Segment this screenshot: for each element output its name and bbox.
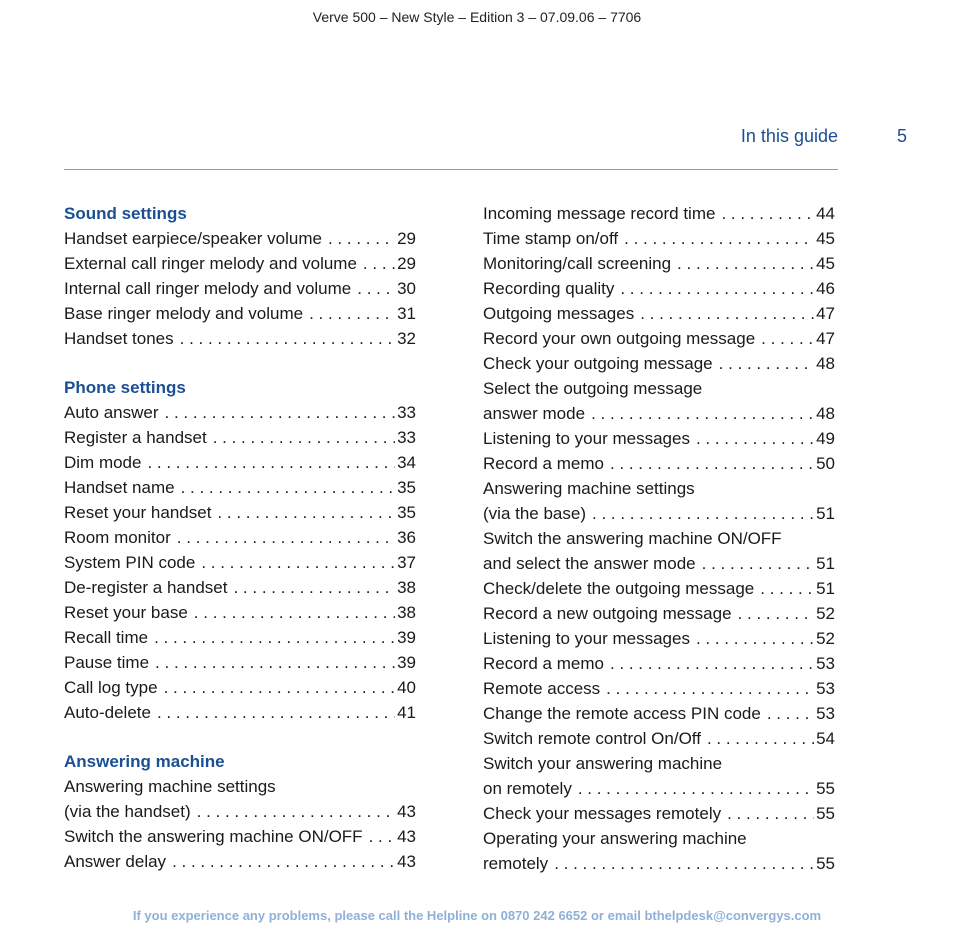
toc-entry-title: Listening to your messages bbox=[483, 629, 690, 648]
toc-entry-title: Incoming message record time bbox=[483, 204, 716, 223]
page-number: 5 bbox=[897, 126, 908, 146]
toc-entry-page: 40 bbox=[397, 678, 416, 697]
toc-entry-page: 51 bbox=[816, 579, 835, 598]
toc-entry-page: 43 bbox=[397, 802, 416, 821]
toc-entry-title: Switch the answering machine ON/OFF bbox=[483, 529, 782, 548]
toc-entry-page: 38 bbox=[397, 603, 416, 622]
dot-leader bbox=[702, 551, 814, 576]
toc-entry-title: (via the handset) bbox=[64, 802, 191, 821]
dot-leader bbox=[328, 226, 395, 251]
toc-entry bbox=[483, 776, 835, 801]
toc-entry-page: 29 bbox=[397, 229, 416, 248]
dot-leader bbox=[738, 601, 815, 626]
dot-leader bbox=[620, 276, 814, 301]
toc-entry-title: Recording quality bbox=[483, 279, 615, 298]
toc-entry-page: 48 bbox=[816, 404, 835, 423]
toc-entry bbox=[483, 801, 835, 826]
toc-entry-title: Check your messages remotely bbox=[483, 804, 722, 823]
dot-leader bbox=[721, 201, 814, 226]
toc-entry-page: 53 bbox=[816, 704, 835, 723]
dot-leader bbox=[172, 849, 395, 874]
dot-leader bbox=[157, 700, 395, 725]
toc-entry-page: 52 bbox=[816, 604, 835, 623]
toc-entry-page: 53 bbox=[816, 654, 835, 673]
toc-section-heading: Sound settings bbox=[64, 204, 187, 223]
toc-entry-title: Answer delay bbox=[64, 852, 167, 871]
dot-leader bbox=[578, 776, 814, 801]
toc-entry-title: Check/delete the outgoing message bbox=[483, 579, 755, 598]
toc-entry-title: Register a handset bbox=[64, 428, 207, 447]
toc-entry-page: 33 bbox=[397, 403, 416, 422]
toc-entry-page: 46 bbox=[816, 279, 835, 298]
toc-entry-page: 39 bbox=[397, 628, 416, 647]
toc-entry bbox=[483, 701, 835, 726]
toc-entry bbox=[64, 301, 416, 326]
toc-entry-title: Record your own outgoing message bbox=[483, 329, 756, 348]
toc-entry bbox=[64, 525, 416, 550]
toc-entry bbox=[483, 376, 835, 401]
toc-entry bbox=[64, 799, 416, 824]
section-title: In this guide bbox=[740, 126, 838, 146]
dot-leader bbox=[177, 525, 395, 550]
toc-entry-page: 52 bbox=[816, 629, 835, 648]
section-gap bbox=[64, 351, 416, 375]
dot-leader bbox=[369, 824, 396, 849]
dot-leader bbox=[677, 251, 814, 276]
toc-entry bbox=[64, 625, 416, 650]
toc-entry-page: 53 bbox=[816, 679, 835, 698]
toc-entry bbox=[483, 401, 835, 426]
dot-leader bbox=[233, 575, 395, 600]
toc-entry bbox=[483, 576, 835, 601]
toc-entry bbox=[483, 226, 835, 251]
toc-entry bbox=[483, 476, 835, 501]
toc-entry-title: Internal call ringer melody and volume bbox=[64, 279, 352, 298]
toc-entry bbox=[483, 201, 835, 226]
toc-entry bbox=[64, 326, 416, 351]
toc-entry bbox=[64, 700, 416, 725]
toc-entry-title: Record a new outgoing message bbox=[483, 604, 732, 623]
toc-entry-page: 45 bbox=[816, 254, 835, 273]
toc-entry-page: 35 bbox=[397, 478, 416, 497]
toc-entry-title: answer mode bbox=[483, 404, 586, 423]
dot-leader bbox=[767, 701, 814, 726]
toc-entry bbox=[64, 251, 416, 276]
toc-entry-title: remotely bbox=[483, 854, 549, 873]
toc-entry-title: Call log type bbox=[64, 678, 158, 697]
toc-entry-page: 43 bbox=[397, 827, 416, 846]
toc-entry-page: 55 bbox=[816, 854, 835, 873]
dot-leader bbox=[592, 501, 814, 526]
dot-leader bbox=[180, 326, 395, 351]
toc-entry-page: 38 bbox=[397, 578, 416, 597]
toc-entry-page: 33 bbox=[397, 428, 416, 447]
toc-entry-page: 47 bbox=[816, 329, 835, 348]
toc-entry-title: Handset name bbox=[64, 478, 175, 497]
toc-entry-page: 31 bbox=[397, 304, 416, 323]
toc-entry-page: 54 bbox=[816, 729, 835, 748]
toc-entry-title: Room monitor bbox=[64, 528, 171, 547]
dot-leader bbox=[155, 650, 395, 675]
toc-entry bbox=[483, 551, 835, 576]
toc-entry-title: Switch the answering machine ON/OFF bbox=[64, 827, 363, 846]
toc-entry-page: 50 bbox=[816, 454, 835, 473]
toc-entry-title: Operating your answering machine bbox=[483, 829, 747, 848]
toc-entry-page: 41 bbox=[397, 703, 416, 722]
toc-entry-title: Outgoing messages bbox=[483, 304, 635, 323]
dot-leader bbox=[760, 576, 814, 601]
toc-entry bbox=[64, 475, 416, 500]
dot-leader bbox=[309, 301, 395, 326]
toc-entry bbox=[64, 650, 416, 675]
section-gap bbox=[64, 725, 416, 749]
toc-entry-title: Listening to your messages bbox=[483, 429, 690, 448]
toc-entry-page: 48 bbox=[816, 354, 835, 373]
toc-entry-title: Handset tones bbox=[64, 329, 174, 348]
toc-entry bbox=[483, 276, 835, 301]
toc-entry-title: Switch your answering machine bbox=[483, 754, 723, 773]
toc-entry bbox=[483, 751, 835, 776]
toc-entry bbox=[64, 575, 416, 600]
toc-entry-page: 55 bbox=[816, 804, 835, 823]
toc-section-heading: Answering machine bbox=[64, 752, 225, 771]
toc-entry-page: 29 bbox=[397, 254, 416, 273]
toc-entry-title: External call ringer melody and volume bbox=[64, 254, 357, 273]
dot-leader bbox=[610, 451, 814, 476]
toc-entry bbox=[64, 450, 416, 475]
toc-entry-title: (via the base) bbox=[483, 504, 586, 523]
toc-entry-page: 51 bbox=[816, 554, 835, 573]
toc-entry bbox=[64, 849, 416, 874]
dot-leader bbox=[610, 651, 814, 676]
toc-entry bbox=[483, 301, 835, 326]
toc-entry-title: Auto answer bbox=[64, 403, 159, 422]
dot-leader bbox=[761, 326, 814, 351]
dot-leader bbox=[707, 726, 814, 751]
toc-entry bbox=[483, 351, 835, 376]
toc-entry-page: 55 bbox=[816, 779, 835, 798]
toc-entry-title: Reset your handset bbox=[64, 503, 212, 522]
toc-entry-title: Record a memo bbox=[483, 454, 604, 473]
toc-entry-title: Answering machine settings bbox=[483, 479, 695, 498]
toc-entry bbox=[483, 726, 835, 751]
toc-entry bbox=[64, 500, 416, 525]
helpline-footer: If you experience any problems, please call the Helpline on 0870 242 6652 or email bthelpdesk@convergys.com bbox=[132, 908, 822, 923]
toc-entry-title: Reset your base bbox=[64, 603, 188, 622]
edition-line: Verve 500 – New Style – Edition 3 – 07.09.06 – 7706 bbox=[312, 9, 642, 25]
toc-entry-title: De-register a handset bbox=[64, 578, 228, 597]
toc-entry bbox=[64, 600, 416, 625]
toc-right-column bbox=[483, 201, 835, 876]
toc-entry-page: 44 bbox=[816, 204, 835, 223]
dot-leader bbox=[696, 426, 814, 451]
toc-section-heading: Phone settings bbox=[64, 378, 186, 397]
dot-leader bbox=[164, 675, 396, 700]
toc-entry-title: Select the outgoing message bbox=[483, 379, 703, 398]
toc-entry-page: 30 bbox=[397, 279, 416, 298]
toc-entry-page: 51 bbox=[816, 504, 835, 523]
dot-leader bbox=[554, 851, 814, 876]
header-divider bbox=[64, 169, 838, 170]
dot-leader bbox=[201, 550, 395, 575]
toc-entry-page: 32 bbox=[397, 329, 416, 348]
toc-entry-title: Handset earpiece/speaker volume bbox=[64, 229, 322, 248]
dot-leader bbox=[181, 475, 396, 500]
toc-entry-title: Switch remote control On/Off bbox=[483, 729, 701, 748]
dot-leader bbox=[213, 425, 395, 450]
toc-entry bbox=[64, 276, 416, 301]
toc-entry bbox=[64, 774, 416, 799]
toc-entry bbox=[483, 651, 835, 676]
toc-entry-title: Auto-delete bbox=[64, 703, 151, 722]
toc-entry-page: 34 bbox=[397, 453, 416, 472]
dot-leader bbox=[640, 301, 814, 326]
toc-entry bbox=[483, 526, 835, 551]
toc-entry bbox=[483, 426, 835, 451]
toc-entry-title: Answering machine settings bbox=[64, 777, 276, 796]
toc-entry bbox=[483, 251, 835, 276]
toc-entry-page: 37 bbox=[397, 553, 416, 572]
dot-leader bbox=[154, 625, 395, 650]
dot-leader bbox=[696, 626, 814, 651]
toc-entry-page: 47 bbox=[816, 304, 835, 323]
toc-entry bbox=[64, 425, 416, 450]
toc-entry bbox=[483, 501, 835, 526]
dot-leader bbox=[197, 799, 395, 824]
toc-entry-page: 35 bbox=[397, 503, 416, 522]
dot-leader bbox=[147, 450, 395, 475]
dot-leader bbox=[217, 500, 395, 525]
toc-entry-title: System PIN code bbox=[64, 553, 196, 572]
toc-entry bbox=[483, 451, 835, 476]
dot-leader bbox=[624, 226, 814, 251]
dot-leader bbox=[194, 600, 395, 625]
toc-entry-title: Dim mode bbox=[64, 453, 142, 472]
dot-leader bbox=[165, 400, 396, 425]
dot-leader bbox=[727, 801, 814, 826]
toc-entry-title: Recall time bbox=[64, 628, 149, 647]
toc-entry-page: 36 bbox=[397, 528, 416, 547]
dot-leader bbox=[357, 276, 395, 301]
toc-entry bbox=[64, 550, 416, 575]
toc-entry-title: Change the remote access PIN code bbox=[483, 704, 761, 723]
toc-entry-title: and select the answer mode bbox=[483, 554, 696, 573]
toc-entry bbox=[483, 851, 835, 876]
toc-entry bbox=[483, 676, 835, 701]
toc-entry bbox=[64, 675, 416, 700]
dot-leader bbox=[606, 676, 814, 701]
toc-entry-title: Record a memo bbox=[483, 654, 604, 673]
toc-entry-title: on remotely bbox=[483, 779, 572, 798]
toc-entry-title: Check your outgoing message bbox=[483, 354, 713, 373]
toc-entry-title: Base ringer melody and volume bbox=[64, 304, 304, 323]
toc-entry-title: Pause time bbox=[64, 653, 150, 672]
dot-leader bbox=[719, 351, 814, 376]
toc-entry-title: Time stamp on/off bbox=[483, 229, 619, 248]
toc-entry-page: 49 bbox=[816, 429, 835, 448]
dot-leader bbox=[363, 251, 395, 276]
toc-entry bbox=[64, 824, 416, 849]
toc-entry-page: 43 bbox=[397, 852, 416, 871]
toc-entry-title: Monitoring/call screening bbox=[483, 254, 672, 273]
toc-entry-page: 45 bbox=[816, 229, 835, 248]
toc-entry bbox=[483, 326, 835, 351]
toc-left-column bbox=[64, 201, 416, 874]
toc-entry bbox=[483, 601, 835, 626]
toc-entry bbox=[483, 626, 835, 651]
toc-entry bbox=[64, 400, 416, 425]
dot-leader bbox=[591, 401, 814, 426]
toc-entry bbox=[64, 226, 416, 251]
toc-entry-page: 39 bbox=[397, 653, 416, 672]
toc-entry-title: Remote access bbox=[483, 679, 601, 698]
toc-entry bbox=[483, 826, 835, 851]
